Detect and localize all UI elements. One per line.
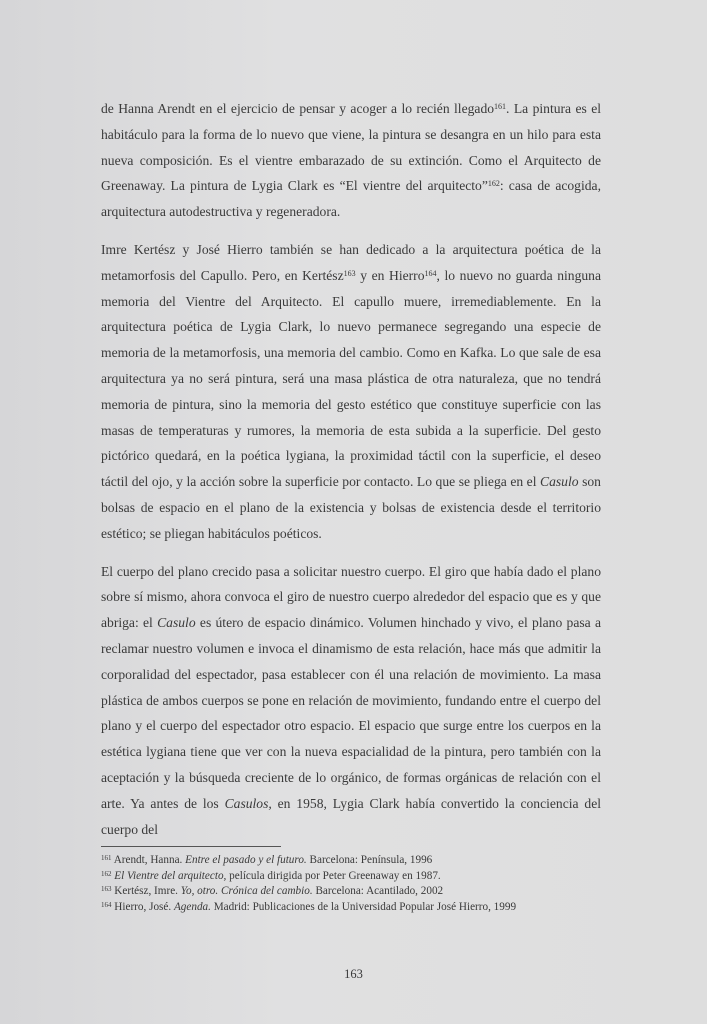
footnote-number: 161 xyxy=(101,854,112,862)
footnote xyxy=(101,900,601,916)
footnote-number: 162 xyxy=(101,869,112,878)
footnote-separator xyxy=(101,846,281,847)
text-run: película dirigida por Peter Greenaway en 1987. xyxy=(226,869,441,882)
footnote-reference: 161 xyxy=(494,102,507,111)
text-run: Barcelona: Península, 1996 xyxy=(306,854,433,866)
text-run: de Hanna Arendt en el ejercicio de pensar y acoger a lo recién llegado xyxy=(101,101,495,116)
italic-text: Agenda. xyxy=(173,900,211,913)
text-run: . La pintura es el habitáculo para la forma de lo nuevo que viene, la pintura se desangra en un hilo para esta nueva composición. Es el vientre embarazado de su extinción. Como el Arquitecto de Greenaway. La pintura de Lygia Clark es “El vientre del arquitecto” xyxy=(101,101,602,194)
italic-text: Casulos, xyxy=(224,795,272,811)
text-run: El cuerpo del plano crecido pasa a solicitar nuestro cuerpo. El giro que había dado el plano sobre sí mismo, ahora convoca el giro de nuestro cuerpo alrededor del espacio que es y que abriga: el xyxy=(101,563,601,631)
text-run: Arendt, Hanna. xyxy=(113,854,186,866)
body-text xyxy=(101,96,601,854)
italic-text: Casulo xyxy=(540,474,579,490)
footnotes xyxy=(101,853,601,915)
text-run: , lo nuevo no guarda ninguna memoria del Vientre del Arquitecto. El capullo muere, irremediablemente. En la arquitectura poética de Lygia Clark, lo nuevo permanece segregando una especie de memoria de la metamorfosis, una memoria del cambio. Como en Kafka. Lo que sale de esa arquitectura ya no será pintura, será una masa plástica de otra naturaleza, que no tendrá memoria de pintura, sino la memoria del gesto estético que constituye superficie con las masas de temperaturas y rumores, la memoria de esta subida a la superficie. Del gesto pictórico quedará, en la poética lygiana, la proximidad táctil con la superficie, el deseo táctil del ojo, y la acción sobre la superficie por contacto. Lo que se pliega en el xyxy=(101,267,601,490)
footnote-number: 164 xyxy=(101,900,112,909)
paragraph xyxy=(101,559,601,843)
text-run: son bolsas de espacio en el plano de la existencia y bolsas de existencia desde el territorio estético; se pliegan habitáculos poéticos. xyxy=(101,474,601,541)
footnote-reference: 164 xyxy=(424,268,437,278)
paragraph xyxy=(101,96,601,225)
italic-text: Entre el pasado y el futuro. xyxy=(185,854,307,866)
page-number: 163 xyxy=(344,967,363,981)
text-run: y en Hierro xyxy=(355,267,425,283)
italic-text: Yo, otro. Crónica del cambio. xyxy=(180,885,313,897)
italic-text: Casulo xyxy=(157,615,196,631)
text-run: Barcelona: Acantilado, 2002 xyxy=(312,885,444,897)
footnote xyxy=(101,884,601,900)
text-run: en 1958, Lygia Clark había convertido la conciencia del cuerpo del xyxy=(101,795,602,837)
italic-text: El Vientre del arquitecto, xyxy=(114,869,227,882)
text-run: Madrid: Publicaciones de la Universidad Popular José Hierro, 1999 xyxy=(210,900,517,913)
text-run: es útero de espacio dinámico. Volumen hinchado y vivo, el plano pasa a reclamar nuestro volumen e invoca el dinamismo de esta relación, hace más que admitir la corporalidad del espectador, pasa establecer con él una relación de movimiento. La masa plástica de ambos cuerpos se pone en relación de movimiento, fundando entre el cuerpo del plano y el cuerpo del espectador otro espacio. El espacio que surge entre los cuerpos en la estética lygiana tiene que ver con la nueva espacialidad de la pintura, pero también con la aceptación y la búsqueda creciente de lo orgánico, de formas orgánicas de relación con el arte. Ya antes de los xyxy=(101,615,601,811)
paragraph xyxy=(101,237,601,547)
text-run: Hierro, José. xyxy=(114,900,174,913)
text-run: Imre Kertész y José Hierro también se han dedicado a la arquitectura poética de la metamorfosis del Capullo. Pero, en Kertész xyxy=(101,241,601,283)
text-run: Kertész, Imre. xyxy=(114,885,181,897)
footnote xyxy=(101,869,601,885)
footnote-number: 163 xyxy=(101,885,112,893)
footnote xyxy=(101,853,601,869)
text-run: : casa de acogida, arquitectura autodestructiva y regeneradora. xyxy=(101,178,601,220)
footnote-reference: 162 xyxy=(487,179,500,189)
footnote-reference: 163 xyxy=(343,268,356,278)
